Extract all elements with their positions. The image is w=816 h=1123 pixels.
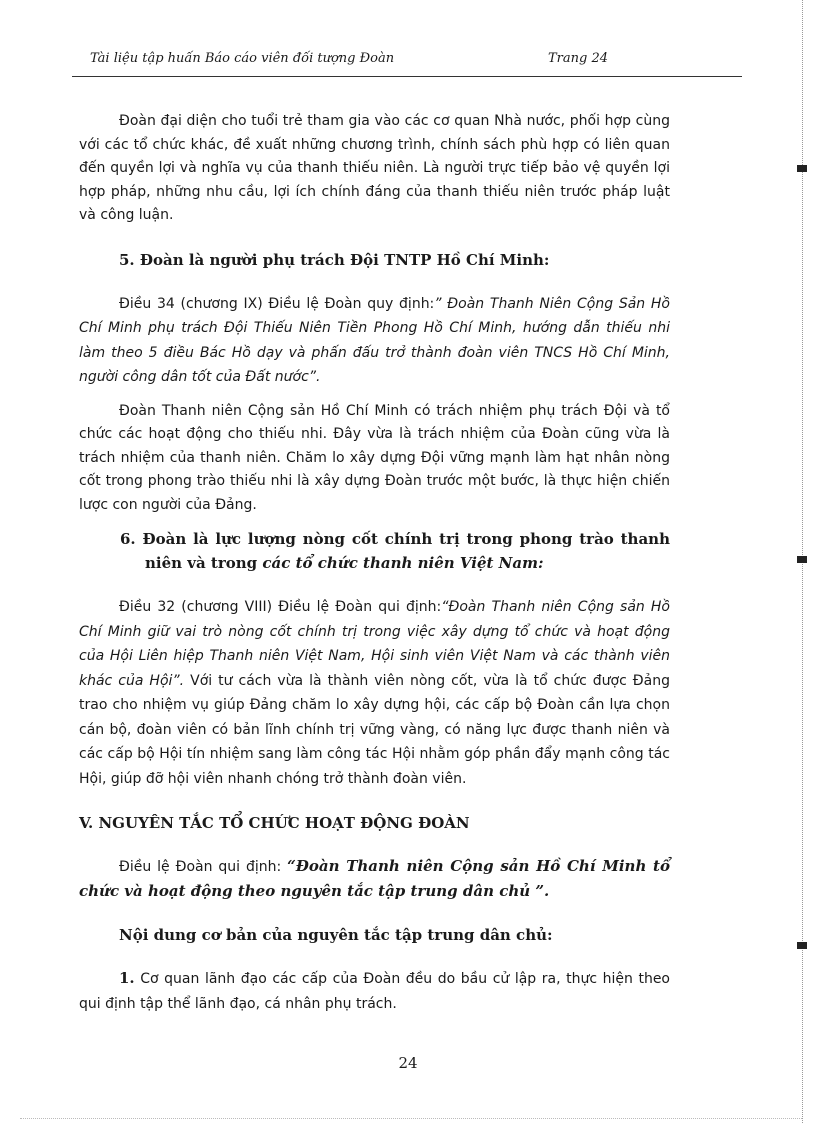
edge-marker [797, 942, 807, 949]
page-content [79, 110, 670, 1016]
article-32-rest: Với tư cách vừa là thành viên nòng cốt, vừa là tổ chức được Đảng trao cho nhiệm vụ giúp Đảng chăm lo xây dựng hội, các cấp bộ Đoàn cần lựa chọn cán bộ, đoàn viên có bản lĩnh chính trị vững vàng, có năng lực được thanh niên và các cấp bộ Hội tín nhiệm sang làm công tác Hội nhằm góp phần đẩy mạnh công tác Hội, giúp đỡ hội viên nhanh chóng trở thành đoàn viên. [79, 672, 670, 787]
paragraph-article-34 [79, 292, 670, 390]
paragraph-pioneer-responsibility: Đoàn Thanh niên Cộng sản Hồ Chí Minh có trách nhiệm phụ trách Đội và tổ chức các hoạt động cho thiếu nhi. Đây vừa là trách nhiệm của Đoàn cũng vừa là trách nhiệm của thanh niên. Chăm lo xây dựng Đội vững mạnh làm hạt nhân nòng cốt trong phong trào thiếu nhi là xây dựng Đoàn trước một bước, là thực hiện chiến lược con người của Đảng. [79, 402, 670, 513]
article-32-lead: Điều 32 (chương VIII) Điều lệ Đoàn qui định: [119, 599, 442, 615]
charter-lead: Điều lệ Đoàn qui định: [119, 859, 288, 875]
running-header [72, 48, 742, 77]
heading-section-5: 5. Đoàn là người phụ trách Đội TNTP Hồ Chí Minh: [119, 250, 550, 269]
edge-marker [797, 556, 807, 563]
heading-section-6-italic: các tổ chức thanh niên Việt Nam: [262, 554, 544, 572]
article-34-lead: Điều 34 (chương IX) Điều lệ Đoàn quy định: [119, 295, 435, 312]
edge-marker [797, 165, 807, 172]
list-item-number: 1. [119, 969, 135, 987]
header-title: Tài liệu tập huấn Báo cáo viên đối tượng Đoàn [90, 51, 395, 66]
page-bottom-rule [20, 1118, 802, 1119]
header-page-label: Trang 24 [548, 51, 609, 66]
paragraph-democratic-centralism [79, 855, 670, 903]
article-34-quote: ” Đoàn Thanh Niên Cộng Sản Hồ Chí Minh phụ trách Đội Thiếu Niên Tiền Phong Hồ Chí Minh, hướng dẫn thiếu nhi làm theo 5 điều Bác Hồ dạy và phấn đấu trở thành đoàn viên TNCS Hồ Chí Minh, người công dân tốt của Đất nước”. [79, 295, 670, 385]
paragraph-article-32 [79, 595, 670, 791]
heading-section-6-main: 6. Đoàn là lực lượng nòng cốt chính trị trong phong trào thanh niên và trong [120, 530, 670, 572]
heading-basic-content: Nội dung cơ bản của nguyên tắc tập trung dân chủ: [119, 926, 553, 944]
page-number: 24 [398, 1054, 418, 1072]
heading-section-V: V. NGUYÊN TẮC TỔ CHỨC HOẠT ĐỘNG ĐOÀN [79, 814, 470, 832]
list-item-text: Cơ quan lãnh đạo các cấp của Đoàn đều do bầu cử lập ra, thực hiện theo qui định tập thể lãnh đạo, cá nhân phụ trách. [79, 971, 670, 1012]
charter-quote: “Đoàn Thanh niên Cộng sản Hồ Chí Minh tổ chức và hoạt động theo nguyên tắc tập trung dân chủ ”. [79, 857, 670, 900]
heading-section-6 [79, 527, 670, 575]
list-item-1 [79, 967, 670, 1016]
article-32-quote: “Đoàn Thanh niên Cộng sản Hồ Chí Minh giữ vai trò nòng cốt chính trị trong việc xây dựng tổ chức và hoạt động của Hội Liên hiệp Thanh niên Việt Nam, Hội sinh viên Việt Nam và các thành viên khác của Hội”. [79, 599, 670, 689]
paragraph-youth-representation: Đoàn đại diện cho tuổi trẻ tham gia vào các cơ quan Nhà nước, phối hợp cùng với các tổ chức khác, đề xuất những chương trình, chính sách phù hợp có liên quan đến quyền lợi và nghĩa vụ của thanh thiếu niên. Là người trực tiếp bảo vệ quyền lợi hợp pháp, những nhu cầu, lợi ích chính đáng của thanh thiếu niên trước pháp luật và công luận. [79, 113, 670, 223]
